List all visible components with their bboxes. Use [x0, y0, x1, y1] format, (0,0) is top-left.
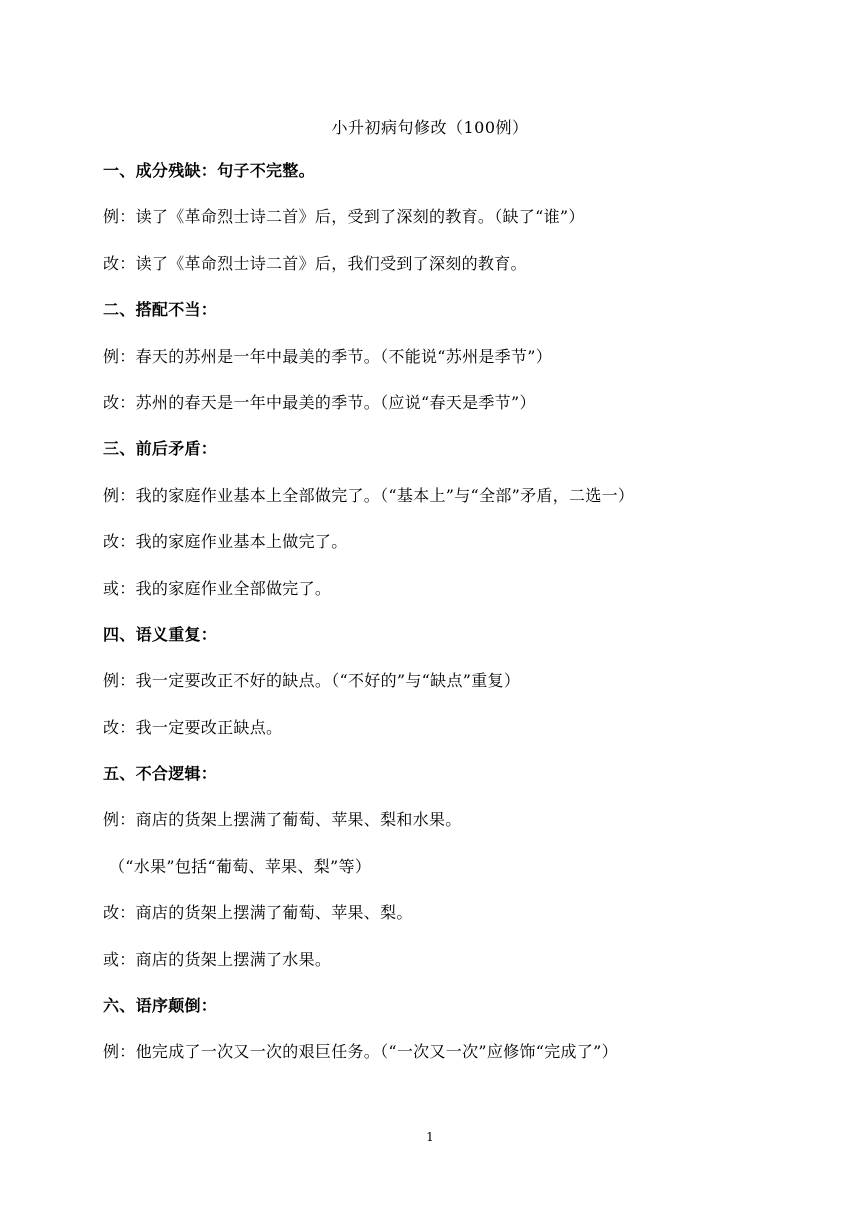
- correction-line: 改：我的家庭作业基本上做完了。: [103, 532, 348, 552]
- correction-line: 改：商店的货架上摆满了葡萄、苹果、梨。: [103, 903, 413, 923]
- alternative-line: 或：我的家庭作业全部做完了。: [103, 578, 332, 598]
- correction-line: 改：我一定要改正缺点。: [103, 717, 283, 737]
- alternative-line: 或：商店的货架上摆满了水果。: [103, 949, 332, 969]
- example-line: 例：他完成了一次又一次的艰巨任务。（“一次又一次”应修饰“完成了”）: [103, 1042, 618, 1062]
- example-line: 例：春天的苏州是一年中最美的季节。（不能说“苏州是季节”）: [103, 346, 553, 366]
- example-line: 例：读了《革命烈士诗二首》后，受到了深刻的教育。（缺了“谁”）: [103, 207, 585, 227]
- correction-line: 改：苏州的春天是一年中最美的季节。（应说“春天是季节”）: [103, 392, 536, 412]
- document-title: 小升初病句修改（100例）: [331, 118, 529, 137]
- section-heading: 六、语序颠倒：: [103, 996, 218, 1016]
- section-heading: 三、前后矛盾：: [103, 439, 218, 459]
- example-line: 例：我一定要改正不好的缺点。（“不好的”与“缺点”重复）: [103, 671, 521, 691]
- document-body: [103, 160, 823, 1088]
- correction-line: 改：读了《革命烈士诗二首》后，我们受到了深刻的教育。: [103, 253, 527, 273]
- explanation-line: （“水果”包括“葡萄、苹果、梨”等）: [109, 856, 372, 876]
- section-heading: 四、语义重复：: [103, 624, 218, 644]
- page-number: 1: [426, 1130, 434, 1144]
- example-line: 例：我的家庭作业基本上全部做完了。（“基本上”与“全部”矛盾，二选一）: [103, 485, 635, 505]
- section-heading: 五、不合逻辑：: [103, 764, 218, 784]
- section-heading: 一、成分残缺：句子不完整。: [103, 161, 315, 180]
- example-line: 例：商店的货架上摆满了葡萄、苹果、梨和水果。: [103, 810, 462, 830]
- section-heading: 二、搭配不当：: [103, 300, 218, 320]
